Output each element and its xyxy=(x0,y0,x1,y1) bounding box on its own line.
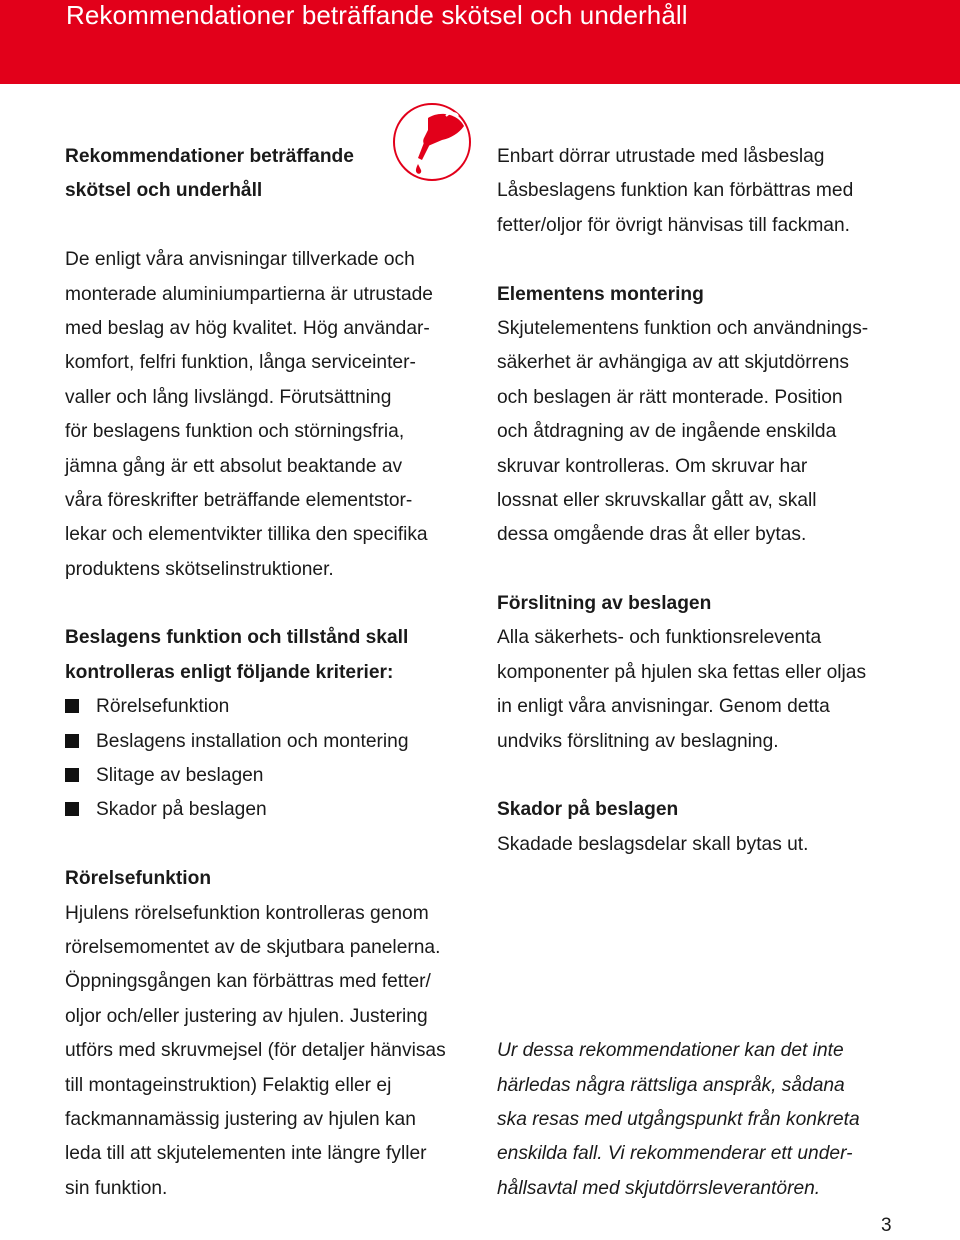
text-line: Skjutelementens funktion och användnings- xyxy=(497,317,869,339)
square-bullet-icon xyxy=(65,699,79,713)
page-number: 3 xyxy=(881,1215,892,1236)
text-line: härledas några rättsliga anspråk, sådana xyxy=(497,1074,845,1096)
list-item-label: Rörelsefunktion xyxy=(96,696,230,718)
text-line: hållsavtal med skjutdörrsleverantören. xyxy=(497,1177,821,1199)
movement-paragraph xyxy=(65,897,485,1207)
text-line: Skadade beslagsdelar skall bytas ut. xyxy=(497,833,809,855)
text-line: Alla säkerhets- och funktionsreleventa xyxy=(497,627,822,649)
text-line: skruvar kontrolleras. Om skruvar har xyxy=(497,455,808,477)
section-heading: Rekommendationer beträffande xyxy=(65,146,354,167)
criteria-list xyxy=(65,690,485,828)
text-line: lossnat eller skruvskallar gått av, skall xyxy=(497,489,817,511)
text-line: leda till att skjutelementen inte längre fyller xyxy=(65,1143,427,1165)
text-line: dessa omgående dras åt eller bytas. xyxy=(497,524,807,546)
text-line: med beslag av hög kvalitet. Hög användar- xyxy=(65,317,430,339)
square-bullet-icon xyxy=(65,802,79,816)
text-line: De enligt våra anvisningar tillverkade och xyxy=(65,249,415,271)
list-item-label: Beslagens installation och montering xyxy=(96,730,409,752)
right-column xyxy=(497,140,927,1206)
list-item xyxy=(65,759,485,793)
lock-paragraph xyxy=(497,140,927,243)
text-line: rörelsemomentet av de skjutbara panelerna. xyxy=(65,936,441,958)
square-bullet-icon xyxy=(65,768,79,782)
text-line: lekar och elementvikter tillika den specifika xyxy=(65,524,428,546)
wear-paragraph xyxy=(497,621,927,759)
list-item xyxy=(65,690,485,724)
section-heading: skötsel och underhåll xyxy=(65,180,263,202)
square-bullet-icon xyxy=(65,734,79,748)
list-item xyxy=(65,725,485,759)
text-line: till montageinstruktion) Felaktig eller ej xyxy=(65,1074,392,1096)
list-item-label: Slitage av beslagen xyxy=(96,765,264,787)
mounting-heading: Elementens montering xyxy=(497,283,704,305)
text-line: Ur dessa rekommendationer kan det inte xyxy=(497,1040,844,1062)
list-item xyxy=(65,793,485,827)
text-line: valler och lång livslängd. Förutsättning xyxy=(65,386,392,408)
text-line: säkerhet är avhängiga av att skjutdörrens xyxy=(497,352,849,374)
text-line: Låsbeslagens funktion kan förbättras med xyxy=(497,180,854,202)
wear-heading: Förslitning av beslagen xyxy=(497,593,712,615)
text-line: fetter/oljor för övrigt hänvisas till fackman. xyxy=(497,214,850,236)
text-line: och åtdragning av de ingående enskilda xyxy=(497,421,837,443)
text-line: ska resas med utgångspunkt från konkreta xyxy=(497,1108,860,1130)
text-line: produktens skötselinstruktioner. xyxy=(65,558,334,580)
text-line: våra föreskrifter beträffande elementstor- xyxy=(65,489,413,511)
disclaimer-paragraph xyxy=(497,1034,927,1206)
text-line: monterade aluminiumpartierna är utrustade xyxy=(65,283,433,305)
text-line: undviks förslitning av beslagning. xyxy=(497,730,779,752)
text-line: jämna gång är ett absolut beaktande av xyxy=(65,455,403,477)
text-line: sin funktion. xyxy=(65,1177,168,1199)
intro-paragraph xyxy=(65,243,485,587)
text-line: in enligt våra anvisningar. Genom detta xyxy=(497,696,830,718)
list-item-label: Skador på beslagen xyxy=(96,799,267,821)
page-title: Rekommendationer beträffande skötsel och underhåll xyxy=(66,0,688,30)
text-line: Hjulens rörelsefunktion kontrolleras genom xyxy=(65,902,429,924)
criteria-heading: kontrolleras enligt följande kriterier: xyxy=(65,661,394,683)
criteria-heading: Beslagens funktion och tillstånd skall xyxy=(65,627,409,649)
damage-heading: Skador på beslagen xyxy=(497,799,679,821)
text-line: och beslagen är rätt monterade. Position xyxy=(497,386,843,408)
text-line: för beslagens funktion och störningsfria, xyxy=(65,421,405,443)
text-line: utförs med skruvmejsel (för detaljer hänvisas xyxy=(65,1040,446,1062)
header-band xyxy=(0,0,960,84)
text-line: Enbart dörrar utrustade med låsbeslag xyxy=(497,146,825,167)
text-line: Öppningsgången kan förbättras med fetter/ xyxy=(65,971,431,993)
mounting-paragraph xyxy=(497,312,927,553)
text-line: enskilda fall. Vi rekommenderar ett under- xyxy=(497,1143,853,1165)
text-line: fackmannamässig justering av hjulen kan xyxy=(65,1108,416,1130)
left-column xyxy=(65,140,485,1206)
text-line: komfort, felfri funktion, långa serviceinter- xyxy=(65,352,416,374)
movement-heading: Rörelsefunktion xyxy=(65,868,212,890)
text-line: komponenter på hjulen ska fettas eller oljas xyxy=(497,661,867,683)
damage-paragraph xyxy=(497,828,927,862)
text-line: oljor och/eller justering av hjulen. Justering xyxy=(65,1005,428,1027)
